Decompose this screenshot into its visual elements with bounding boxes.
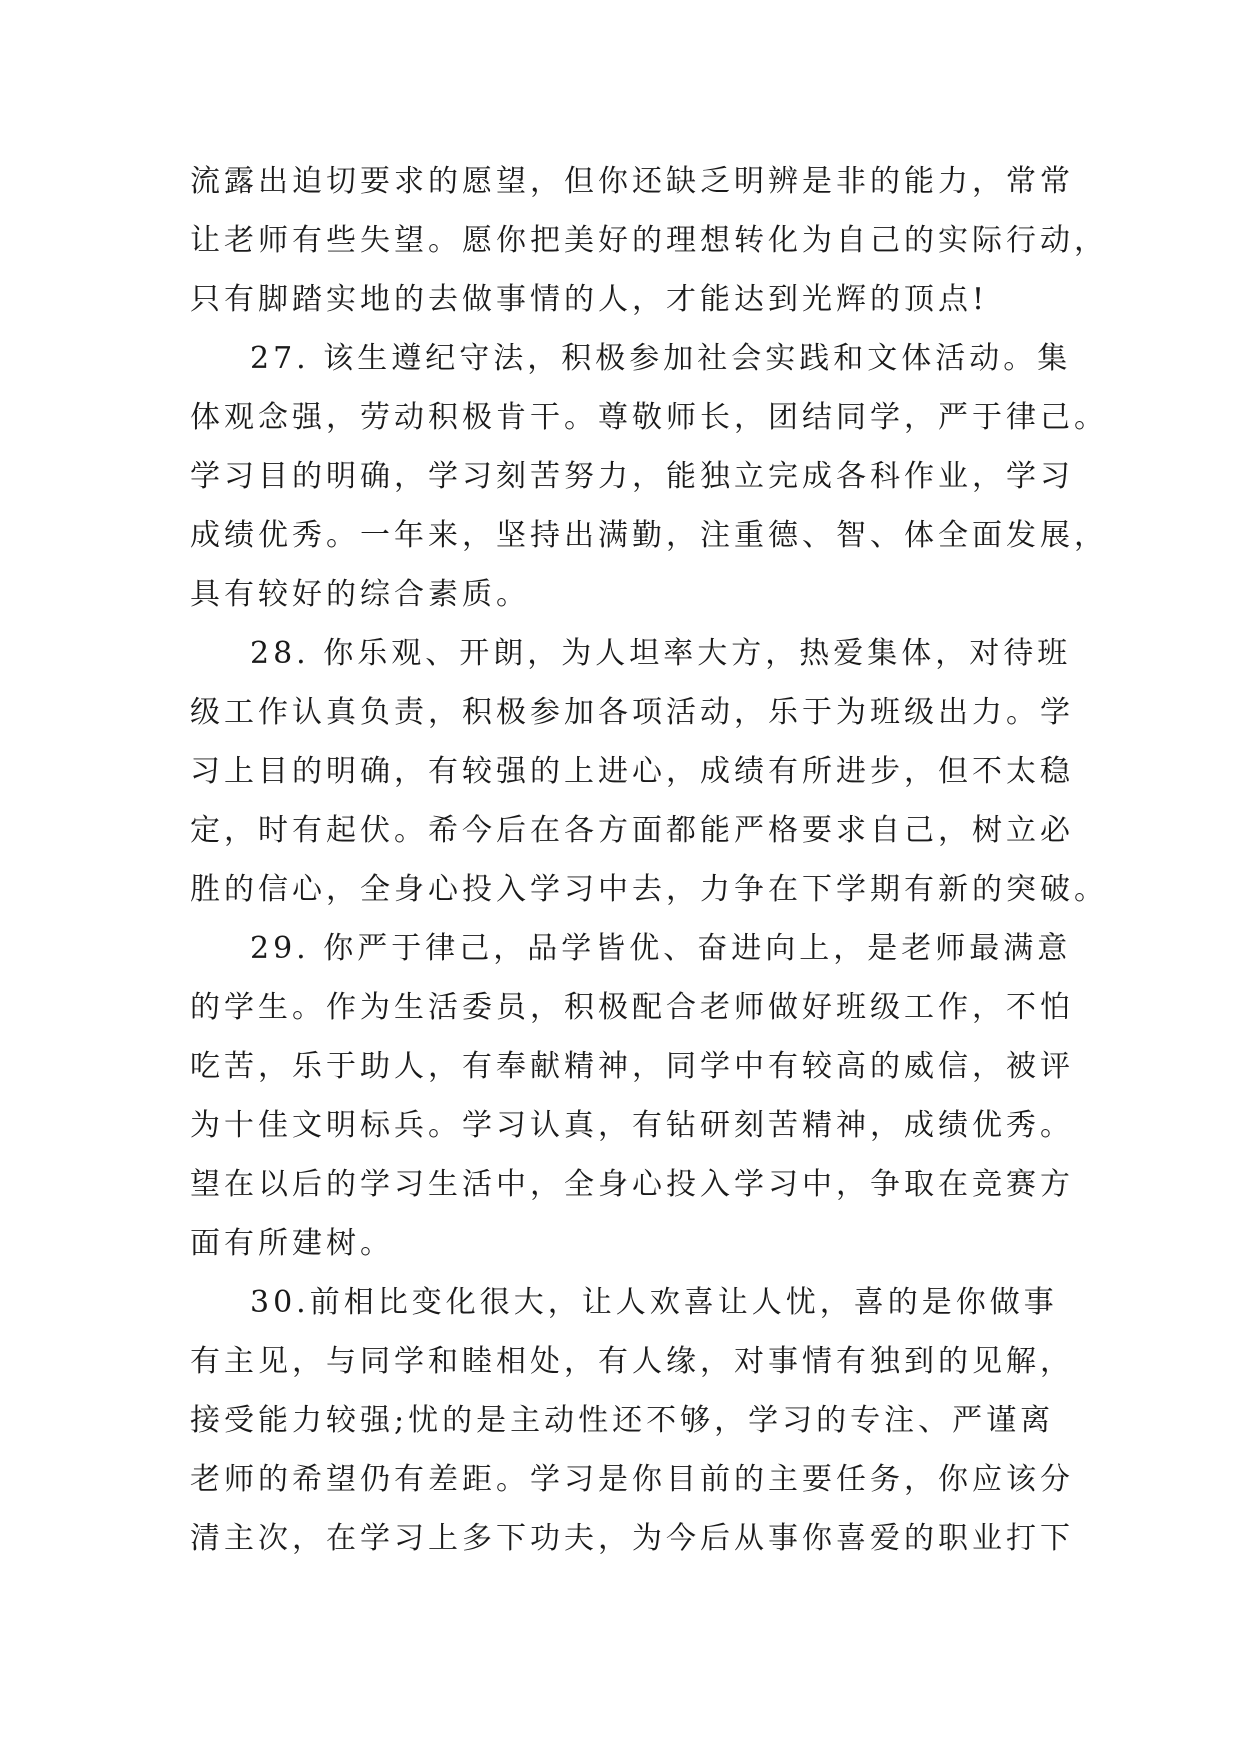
text-line: 定，时有起伏。希今后在各方面都能严格要求自己，树立必 [190,813,1074,848]
text-line: 吃苦，乐于助人，有奉献精神，同学中有较高的威信，被评 [190,1049,1074,1084]
text-line: 习上目的明确，有较强的上进心，成绩有所进步，但不太稳 [190,754,1074,789]
text-line: 让老师有些失望。愿你把美好的理想转化为自己的实际行动， [190,223,1108,258]
text-line: 为十佳文明标兵。学习认真，有钻研刻苦精神，成绩优秀。 [190,1108,1074,1143]
text-line: 望在以后的学习生活中，全身心投入学习中，争取在竞赛方 [190,1167,1074,1202]
text-line: 体观念强，劳动积极肯干。尊敬师长，团结同学，严于律己。 [190,400,1108,435]
text-line: 只有脚踏实地的去做事情的人，才能达到光辉的顶点! [190,282,989,317]
text-line: 老师的希望仍有差距。学习是你目前的主要任务，你应该分 [190,1462,1074,1497]
text-line: 具有较好的综合素质。 [190,577,530,612]
document-body [190,152,1108,1568]
text-line: 胜的信心，全身心投入学习中去，力争在下学期有新的突破。 [190,872,1108,907]
text-line: 学习目的明确，学习刻苦努力，能独立完成各科作业，学习 [190,459,1074,494]
paragraph-start-28: 28. 你乐观、开朗，为人坦率大方，热爱集体，对待班 [250,636,1072,671]
paragraph-start-30: 30.前相比变化很大，让人欢喜让人忧，喜的是你做事 [250,1285,1058,1320]
text-line: 清主次，在学习上多下功夫，为今后从事你喜爱的职业打下 [190,1521,1074,1556]
text-line: 流露出迫切要求的愿望，但你还缺乏明辨是非的能力，常常 [190,164,1074,199]
text-line: 接受能力较强;忧的是主动性还不够，学习的专注、严谨离 [190,1403,1055,1438]
text-line: 面有所建树。 [190,1226,394,1261]
text-line: 级工作认真负责，积极参加各项活动，乐于为班级出力。学 [190,695,1074,730]
text-line: 成绩优秀。一年来，坚持出满勤，注重德、智、体全面发展， [190,518,1108,553]
text-line: 的学生。作为生活委员，积极配合老师做好班级工作，不怕 [190,990,1074,1025]
paragraph-start-27: 27. 该生遵纪守法，积极参加社会实践和文体活动。集 [250,341,1072,376]
paragraph-start-29: 29. 你严于律己，品学皆优、奋进向上，是老师最满意 [250,931,1072,966]
text-line: 有主见，与同学和睦相处，有人缘，对事情有独到的见解， [190,1344,1074,1379]
